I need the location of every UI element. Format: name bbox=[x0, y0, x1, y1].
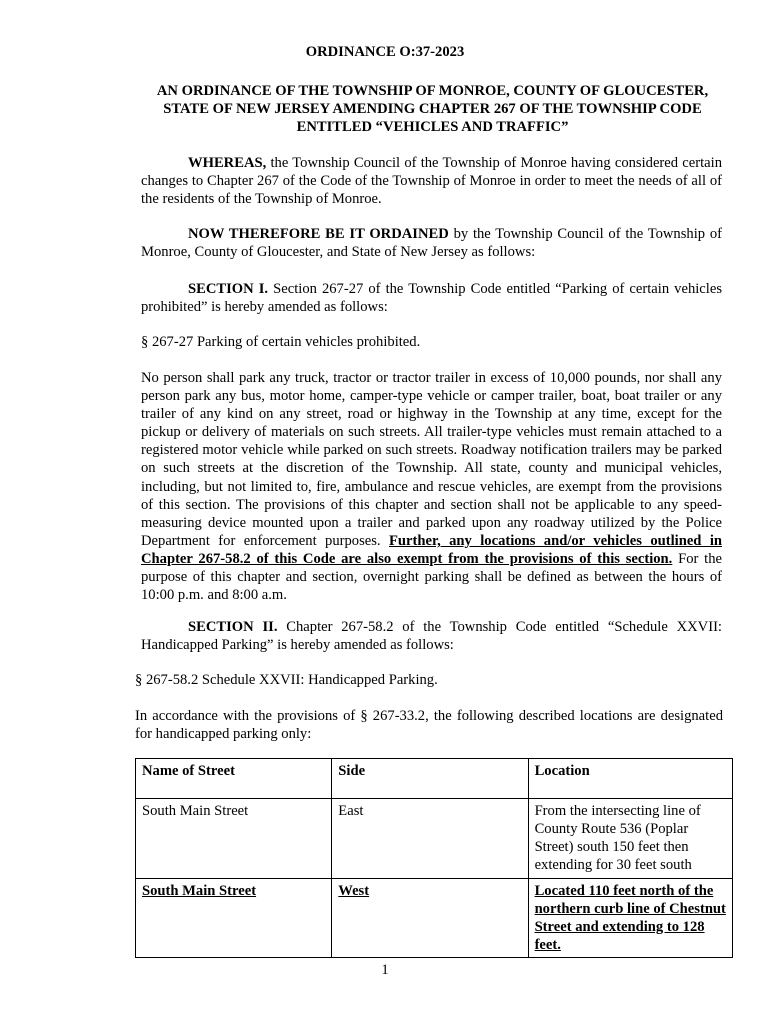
ordained-lead: NOW THEREFORE BE IT ORDAINED bbox=[188, 226, 449, 242]
section-body-amendment: Further, any locations and/or vehicles outlined in Chapter 267-58.2 of this Code are also exempt from the provisions of this section. bbox=[141, 532, 722, 567]
table-header-row bbox=[136, 759, 733, 799]
header-side: Side bbox=[332, 759, 528, 799]
cell-location: From the intersecting line of County Route 536 (Poplar Street) south 150 feet then extending for 30 feet south bbox=[528, 799, 732, 879]
section-one-paragraph bbox=[141, 280, 722, 316]
section-one-lead: SECTION I. bbox=[188, 281, 269, 297]
cell-street: South Main Street bbox=[136, 799, 332, 879]
ordinance-heading bbox=[140, 82, 725, 136]
cell-side bbox=[332, 879, 528, 958]
page-number: 1 bbox=[381, 962, 389, 978]
section-two-paragraph bbox=[141, 618, 722, 654]
provisions-paragraph: In accordance with the provisions of § 267-33.2, the following described locations are designated for handicapped parking only: bbox=[135, 708, 723, 742]
cell-side-text: West bbox=[338, 883, 370, 899]
header-street: Name of Street bbox=[136, 759, 332, 799]
heading-line: STATE OF NEW JERSEY AMENDING CHAPTER 267 OF THE TOWNSHIP CODE bbox=[163, 101, 702, 117]
handicapped-parking-table bbox=[135, 758, 733, 958]
section-267-58-2-title: § 267-58.2 Schedule XXVII: Handicapped Parking. bbox=[135, 672, 438, 688]
whereas-text: the Township Council of the Township of Monroe having considered certain changes to Chapter 267 of the Code of the Township of Monroe in order to meet the needs of all of the residents of the Township of Monroe. bbox=[141, 155, 722, 207]
section-body-text: No person shall park any truck, tractor or tractor trailer in excess of 10,000 pounds, nor shall any person park any bus, motor home, camper-type vehicle or camper trailer, boat, boat trailer or any trailer of any kind on any street, road or highway in the Township at any time, except for the pickup or delivery of materials on such streets. All trailer-type vehicles must remain attached to a registered motor vehicle while parked on such streets. Roadway notification trailers may be parked on such streets at the discretion of the Township. All state, county and municipal vehicles, including, but not limited to, fire, ambulance and rescue vehicles, are exempt from the provisions of this section. The provisions of this chapter and section shall not be applicable to any speed-measuring device mounted upon a trailer and parked upon any roadway utilized by the Police Department for enforcement purposes. bbox=[141, 370, 722, 549]
cell-street-text: South Main Street bbox=[142, 883, 257, 899]
cell-side: East bbox=[332, 799, 528, 879]
header-location: Location bbox=[528, 759, 732, 799]
whereas-lead: WHEREAS, bbox=[188, 155, 267, 171]
ordained-text: by the Township Council of the Township of Monroe, County of Gloucester, and State of New Jersey as follows: bbox=[141, 226, 722, 260]
cell-location-text: Located 110 feet north of the northern curb line of Chestnut Street and extending to 128 feet. bbox=[534, 883, 726, 953]
section-267-27-body bbox=[141, 369, 722, 604]
whereas-paragraph bbox=[141, 154, 722, 208]
table-row bbox=[136, 879, 733, 958]
ordinance-number: ORDINANCE O:37-2023 bbox=[305, 44, 465, 60]
cell-street bbox=[136, 879, 332, 958]
cell-location bbox=[528, 879, 732, 958]
heading-line: AN ORDINANCE OF THE TOWNSHIP OF MONROE, COUNTY OF GLOUCESTER, bbox=[156, 83, 709, 99]
section-267-27-title: § 267-27 Parking of certain vehicles prohibited. bbox=[141, 334, 421, 350]
section-two-lead: SECTION II. bbox=[188, 619, 278, 635]
heading-line: ENTITLED “VEHICLES AND TRAFFIC” bbox=[296, 119, 569, 135]
section-body-tail: For the purpose of this chapter and section, overnight parking shall be defined as between the hours of 10:00 p.m. and 8:00 a.m. bbox=[141, 550, 722, 604]
section-two-text: Chapter 267-58.2 of the Township Code entitled “Schedule XXVII: Handicapped Parking” is hereby amended as follows: bbox=[141, 619, 722, 653]
section-one-text: Section 267-27 of the Township Code entitled “Parking of certain vehicles prohibited” is hereby amended as follows: bbox=[141, 281, 722, 315]
ordained-paragraph bbox=[141, 225, 722, 261]
table-row bbox=[136, 799, 733, 879]
